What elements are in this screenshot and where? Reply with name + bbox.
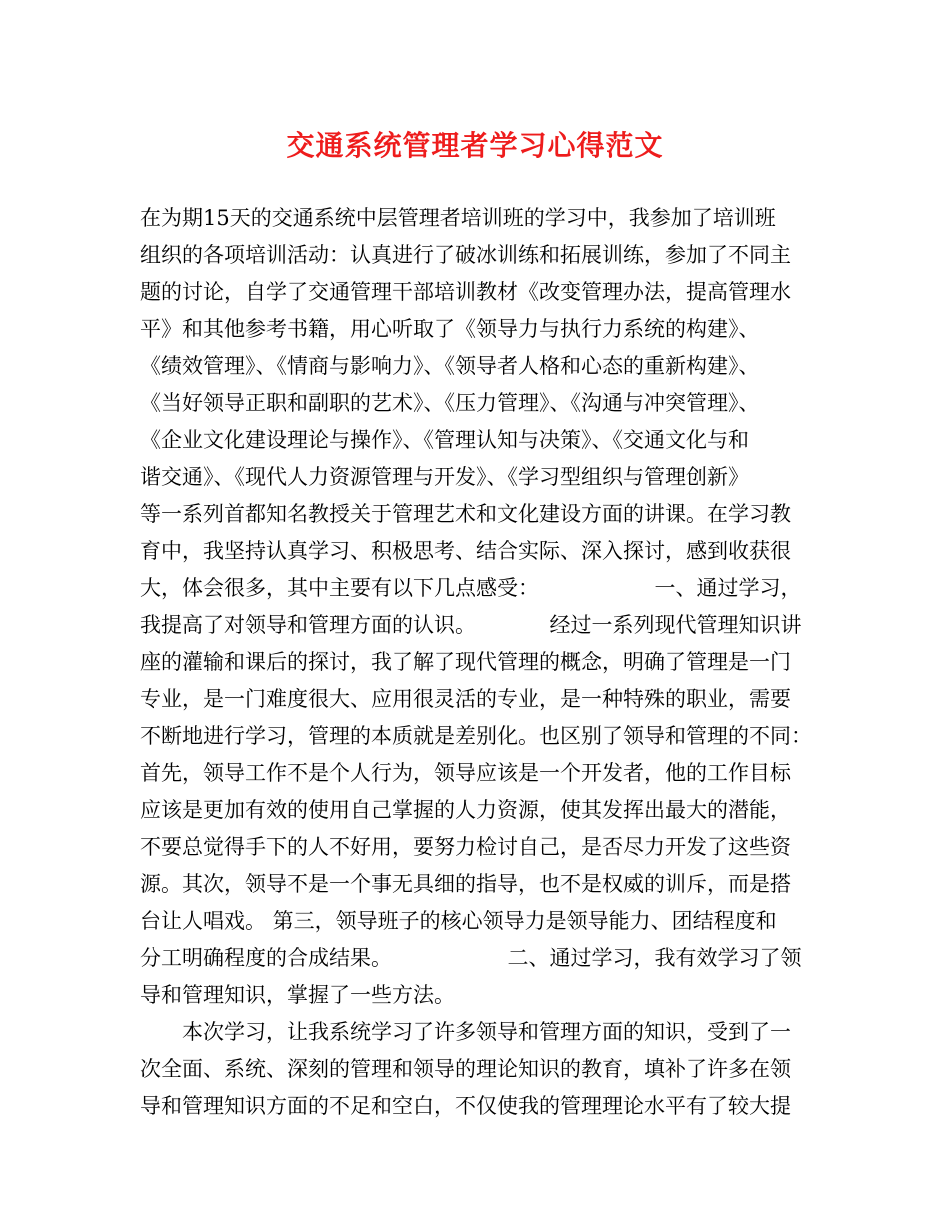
body-line: 组织的各项培训活动：认真进行了破冰训练和拓展训练，参加了不同主 bbox=[140, 243, 791, 267]
body-line: 座的灌输和课后的探讨，我了解了现代管理的概念，明确了管理是一门 bbox=[140, 650, 791, 674]
body-line: 在为期15天的交通系统中层管理者培训班的学习中，我参加了培训班 bbox=[140, 206, 776, 230]
body-line: 源。其次，领导不是一个事无具细的指导，也不是权威的训斥，而是搭 bbox=[140, 872, 791, 896]
body-line: 应该是更加有效的使用自己掌握的人力资源，使其发挥出最大的潜能， bbox=[140, 798, 791, 822]
body-line: 本次学习，让我系统学习了许多领导和管理方面的知识，受到了一 bbox=[140, 1020, 791, 1044]
document-title: 交通系统管理者学习心得范文 bbox=[286, 129, 664, 162]
body-line: 首先，领导工作不是个人行为，领导应该是一个开发者，他的工作目标 bbox=[140, 761, 791, 785]
body-line: 我提高了对领导和管理方面的认识。 经过一系列现代管理知识讲 bbox=[140, 613, 802, 637]
body-line: 大，体会很多，其中主要有以下几点感受： 一、通过学习， bbox=[140, 576, 802, 600]
body-line: 《绩效管理》、《情商与影响力》、《领导者人格和心态的重新构建》、 bbox=[140, 354, 760, 378]
body-line: 题的讨论，自学了交通管理干部培训教材《改变管理办法，提高管理水 bbox=[140, 280, 791, 304]
body-line: 不要总觉得手下的人不好用，要努力检讨自己，是否尽力开发了这些资 bbox=[140, 835, 791, 859]
body-line: 次全面、系统、深刻的管理和领导的理论知识的教育，填补了许多在领 bbox=[140, 1057, 791, 1081]
body-line: 不断地进行学习，管理的本质就是差别化。也区别了领导和管理的不同： bbox=[140, 724, 812, 748]
body-line: 专业，是一门难度很大、应用很灵活的专业，是一种特殊的职业，需要 bbox=[140, 687, 791, 711]
body-line: 《企业文化建设理论与操作》、《管理认知与决策》、《交通文化与和 bbox=[140, 428, 749, 452]
body-line: 导和管理知识方面的不足和空白，不仅使我的管理理论水平有了较大提 bbox=[140, 1094, 791, 1118]
body-line: 育中，我坚持认真学习、积极思考、结合实际、深入探讨，感到收获很 bbox=[140, 539, 791, 563]
body-line: 等一系列首都知名教授关于管理艺术和文化建设方面的讲课。在学习教 bbox=[140, 502, 791, 526]
body-line: 谐交通》、《现代人力资源管理与开发》、《学习型组织与管理创新》 bbox=[140, 465, 749, 489]
body-line: 《当好领导正职和副职的艺术》、《压力管理》、《沟通与冲突管理》、 bbox=[140, 391, 760, 415]
body-line: 台让人唱戏。 第三，领导班子的核心领导力是领导能力、团结程度和 bbox=[140, 909, 777, 933]
body-line: 分工明确程度的合成结果。 二、通过学习，我有效学习了领 bbox=[140, 946, 802, 970]
body-line: 导和管理知识，掌握了一些方法。 bbox=[140, 983, 455, 1007]
body-line: 平》和其他参考书籍，用心听取了《领导力与执行力系统的构建》、 bbox=[140, 317, 760, 341]
